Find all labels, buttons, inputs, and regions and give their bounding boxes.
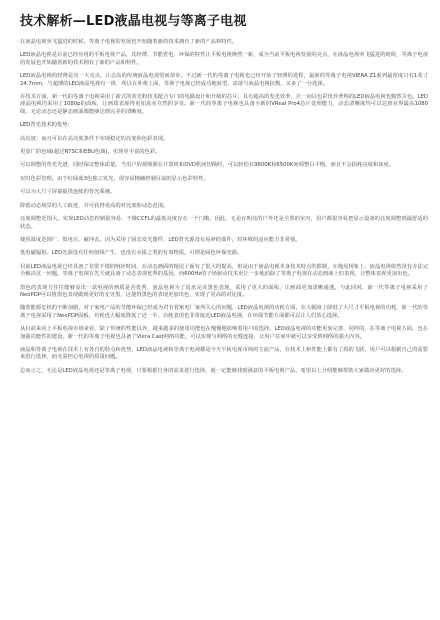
paragraph: 黑色的表现力往往能够显出一款电视的画质是否优秀，液晶电视为了追求完美黑色表现，采用了更大的面板，让画面更加清晰通透。与此同时，新一代等离子电视采用了NeoPDP可以将黑色表现做到更好的无穷黑，这使得黑色的表现更加出色，实现了更高的对比度。	[20, 284, 428, 298]
paragraph: 随着能源危机的不断加剧，对于家电产品的节能环保已经成为对有着家电厂家所关心的问题，LED液晶电视的功耗方面，在大幅度上降低了大尺寸平板电视的功耗，新一代的等离子电视采用了NeoPDP面板，功耗也大幅度降低了近一半，功耗表现也非常接近LED液晶电视，在环保节能方面都可以让人们放心选择。	[20, 305, 428, 319]
paragraph: 亮度调整范围大。实现LED动态控制很容易，不像CCFL的最低亮度存在一个门槛。因此，无论在明亮的户外还是全黑的室内，用户都很容易把显示设备的亮度调整到最舒适的状态。	[20, 216, 428, 230]
paragraph: 实时色彩管理。由于红绿蓝3色独立发光，很容易精确控制目前的显示色彩特性。	[20, 175, 209, 182]
paragraph: LED液晶电视是目前已经应用的平板电视产品，其轻薄、节能省电、环保的特性让平板电视焕然一新，成为当前平板电视发展的亮点，在液晶电视突飞猛进的时候，等离子电视的发展也开始随着新的技术拥有了新的产品和特性。	[20, 52, 428, 66]
section-heading: LED背光技术的优势：	[20, 122, 73, 129]
paragraph: 目前LED液晶电视已经具备了非常不错的响应时间，在动态画面的拖尾上面有了很大的提高，但是由于液晶电视本身技术特点的限制，在拖尾现象上，液晶电视依然没有办法完全解决这一问题。等离子电视在先天就具备了动态表现优秀的基因，而600Hz的子场驱动技术更让一步地消除了等离子电视在动态画面上的表现，让整体表现更加出色。	[20, 263, 428, 278]
paragraph: 可以为大尺寸屏幕提供连续的背光系统。	[20, 189, 116, 196]
paragraph: 在技术方面，新一代的等离子电视采用了新式的荧光粉技术配合专门的电路设计和升级的芯片，具有超高的发光效率，让一向以色彩优异著称的LED液晶电视也黯然失色。LED液晶电视均采用了1080p的面板，让画质表现得更加真实自然的享受。新一代的等离子电视也具备全新的VReal Pro4芯片处理能力，动态清晰度均可以达到业界最高1080线，无论动态还是静态画面都能够达到完美的清晰度。	[20, 94, 428, 115]
paragraph: 高亮度：而且可以在高亮度条件下实现稳定的亮度和色彩表现。	[20, 135, 169, 142]
paragraph: 更宽广的色域(超过NTSC和EBU色域)，实现更丰富的色彩。	[20, 149, 161, 156]
paragraph: 降低动态场景的人工痕迹，并可获得更高的对比度和动态范围。	[20, 202, 169, 209]
paragraph: 在液晶电视突飞猛进的时候，等离子电视的发展也开始随着新的技术拥有了新的产品和特性。	[20, 39, 238, 45]
article-body	[20, 39, 428, 375]
paragraph: 可以调整的背光光谱，同时保证整体质量。当用户的视频源在计算机和DVD机间切换时，可以轻松在9600K和6500K间调整白平衡，而且不会损耗亮度和灰度。	[20, 162, 395, 169]
paragraph: 液晶和等离子电视在技术上有各自的特点和优势，LED液晶电视和等离子电视都是今天平板电视市场的主流产品，在技术上和性能上都有了质的飞跃，用户可以根据自己的需要来进行选择，而无需担心电视的质量问题。	[20, 346, 428, 361]
paragraph: 低电磁辐射。LED光源没有任何射线产生，也没有水银之类的有毒物质，可谓是绿色环保光源。	[20, 250, 243, 257]
paragraph: 从目前来看上平板电视市场来看，除了传统的性能以外，越来越多的使用功能也在慢慢地影响着用户的选择，LED液晶电视的功能更加完善，同样的，在等离子电视方面，也在加强功能性的建设，新一代的等离子电视也具备了Viera Cast网络功能，可以实现与网络的无缝连接，让用户在家中就可以享受到网络的强大内容。	[20, 326, 428, 340]
page-title: 技术解析—LED液晶电视与等离子电视	[20, 14, 247, 29]
paragraph: LED液晶电视的轻薄是其一大亮点，让志高的传统液晶电视望而却步。不过新一代的等离子电视也已经开始了轻薄的进程，最新的等离子电视VIERA Z1系列最厚度只有1英寸24.7mm，与超薄的LED液晶电视有一拼，所以在外观上面，等离子电视已经成功地转型，意欲与液晶电视抗衡，又多了一分选择。	[20, 73, 428, 87]
paragraph: 总而言之，无论是LED液晶电视还是等离子电视，只要根据自身的需求进行选择，就一定能够找到满意的平板电视产品，希望以上介绍能够帮助大家做出更好的选择。	[20, 367, 407, 374]
paragraph: 使用温度范围广、低电压、耐冲击。因为采用了固态发光器件，LED背光源没有易碎的部件，对环境的适应能力非常强。	[20, 236, 301, 243]
